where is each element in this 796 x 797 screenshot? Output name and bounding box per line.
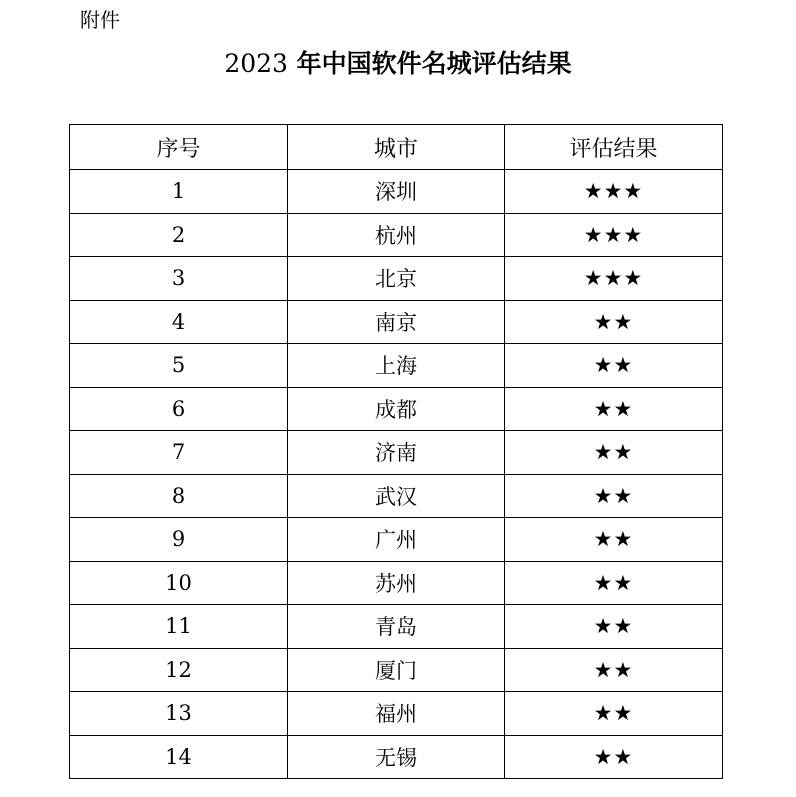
table-row bbox=[70, 735, 723, 779]
header-city: 城市 bbox=[288, 125, 505, 170]
table-row bbox=[70, 257, 723, 301]
row-rating: ★★ bbox=[505, 605, 723, 649]
table-row bbox=[70, 561, 723, 605]
table-header bbox=[70, 125, 723, 170]
row-number: 8 bbox=[70, 474, 288, 518]
row-rating: ★★ bbox=[505, 387, 723, 431]
row-number: 11 bbox=[70, 605, 288, 649]
table-row bbox=[70, 605, 723, 649]
row-city: 无锡 bbox=[288, 735, 505, 779]
table-row bbox=[70, 213, 723, 257]
row-city: 武汉 bbox=[288, 474, 505, 518]
row-city: 深圳 bbox=[288, 170, 505, 214]
header-result: 评估结果 bbox=[505, 125, 723, 170]
row-city: 南京 bbox=[288, 300, 505, 344]
row-number: 3 bbox=[70, 257, 288, 301]
header-row bbox=[70, 125, 723, 170]
row-number: 5 bbox=[70, 344, 288, 388]
row-number: 7 bbox=[70, 431, 288, 475]
document-title bbox=[0, 46, 796, 82]
row-city: 广州 bbox=[288, 518, 505, 562]
row-number: 12 bbox=[70, 648, 288, 692]
row-rating: ★★ bbox=[505, 474, 723, 518]
table-body bbox=[70, 170, 723, 779]
table-row bbox=[70, 692, 723, 736]
row-rating: ★★ bbox=[505, 648, 723, 692]
row-rating: ★★ bbox=[505, 561, 723, 605]
row-city: 北京 bbox=[288, 257, 505, 301]
row-rating: ★★ bbox=[505, 300, 723, 344]
table-row bbox=[70, 474, 723, 518]
row-rating: ★★ bbox=[505, 735, 723, 779]
table-row bbox=[70, 431, 723, 475]
row-rating: ★★ bbox=[505, 692, 723, 736]
row-number: 1 bbox=[70, 170, 288, 214]
table-row bbox=[70, 344, 723, 388]
table-row bbox=[70, 300, 723, 344]
row-city: 杭州 bbox=[288, 213, 505, 257]
attachment-label: 附件 bbox=[80, 8, 120, 32]
row-rating: ★★ bbox=[505, 518, 723, 562]
table-row bbox=[70, 170, 723, 214]
title-text: 年中国软件名城评估结果 bbox=[287, 49, 572, 78]
row-city: 成都 bbox=[288, 387, 505, 431]
row-rating: ★★ bbox=[505, 431, 723, 475]
header-number: 序号 bbox=[70, 125, 288, 170]
row-number: 2 bbox=[70, 213, 288, 257]
row-number: 9 bbox=[70, 518, 288, 562]
row-rating: ★★★ bbox=[505, 170, 723, 214]
row-number: 4 bbox=[70, 300, 288, 344]
row-rating: ★★★ bbox=[505, 257, 723, 301]
row-number: 6 bbox=[70, 387, 288, 431]
row-city: 青岛 bbox=[288, 605, 505, 649]
table-row bbox=[70, 387, 723, 431]
row-city: 上海 bbox=[288, 344, 505, 388]
results-table bbox=[69, 124, 723, 779]
row-number: 13 bbox=[70, 692, 288, 736]
row-city: 苏州 bbox=[288, 561, 505, 605]
table-row bbox=[70, 648, 723, 692]
row-city: 福州 bbox=[288, 692, 505, 736]
row-number: 14 bbox=[70, 735, 288, 779]
row-rating: ★★★ bbox=[505, 213, 723, 257]
table-row bbox=[70, 518, 723, 562]
row-city: 济南 bbox=[288, 431, 505, 475]
row-number: 10 bbox=[70, 561, 288, 605]
row-city: 厦门 bbox=[288, 648, 505, 692]
title-year: 2023 bbox=[224, 49, 288, 78]
row-rating: ★★ bbox=[505, 344, 723, 388]
